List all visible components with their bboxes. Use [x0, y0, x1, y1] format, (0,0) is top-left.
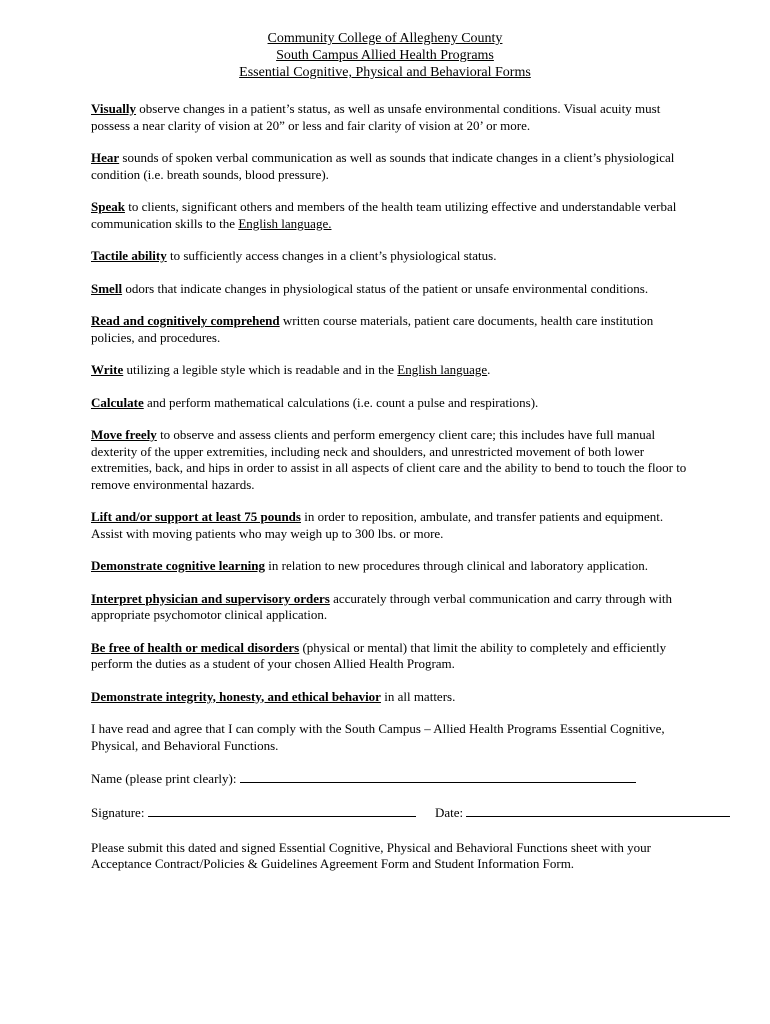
requirement-smell: Smell odors that indicate changes in physiological status of the patient or unsafe environmental conditions. [91, 280, 649, 296]
agreement-statement: I have read and agree that I can comply with the South Campus – Allied Health Programs Essential Cognitive, Physical, and Behavioral Functions. [91, 721, 665, 753]
document-body [91, 101, 691, 889]
requirement-write: Write utilizing a legible style which is readable and in the English language. [91, 362, 491, 377]
signature-row [91, 804, 691, 824]
date-field[interactable] [466, 804, 730, 817]
date-group [435, 804, 730, 822]
requirement-read: Read and cognitively comprehend written course materials, patient care documents, health care institution policies, and procedures. [91, 313, 654, 345]
signature-label: Signature: [91, 804, 148, 820]
requirement-hear: Hear sounds of spoken verbal communication as well as sounds that indicate changes in a client’s physiological condition (i.e. breath sounds, blood pressure). [91, 150, 675, 182]
requirement-cognitive-learning: Demonstrate cognitive learning in relation to new procedures through clinical and laboratory application. [91, 558, 649, 573]
header-institution: Community College of Allegheny County [267, 31, 503, 46]
name-label: Name (please print clearly): [91, 771, 240, 786]
requirement-speak: Speak to clients, significant others and members of the health team utilizing effective and understandable verbal communication skills to the English language. [91, 199, 677, 231]
header-form-title: Essential Cognitive, Physical and Behavioral Forms [239, 65, 531, 80]
date-label: Date: [435, 804, 467, 820]
name-row [91, 770, 691, 788]
requirement-interpret-orders: Interpret physician and supervisory orders accurately through verbal communication and carry through with appropriate psychomotor clinical application. [91, 590, 673, 622]
requirement-integrity: Demonstrate integrity, honesty, and ethical behavior in all matters. [91, 688, 456, 704]
name-field[interactable] [240, 770, 636, 783]
signature-field[interactable] [148, 804, 416, 817]
requirement-tactile: Tactile ability to sufficiently access changes in a client’s physiological status. [91, 248, 497, 263]
requirement-health: Be free of health or medical disorders (physical or mental) that limit the ability to completely and efficiently perform the duties as a student of your chosen Allied Health Program. [91, 639, 667, 671]
requirement-visually: Visually observe changes in a patient’s status, as well as unsafe environmental conditions. Visual acuity must possess a near clarity of vision at 20” or less and fair clarity of vision at 20’ or more. [91, 101, 661, 133]
requirement-move-freely: Move freely to observe and assess clients and perform emergency client care; this includes have full manual dexterity of the upper extremities, including neck and shoulders, and unrestricted movement of both lower extremities, back, and hips in order to assist in all aspects of client care and the ability to bend to touch the floor to remove environmental hazards. [91, 427, 687, 492]
requirement-calculate: Calculate and perform mathematical calculations (i.e. count a pulse and respirations). [91, 394, 539, 410]
document-header [0, 30, 770, 81]
submission-instructions: Please submit this dated and signed Essential Cognitive, Physical and Behavioral Functions sheet with your Acceptance Contract/Policies & Guidelines Agreement Form and Student Information Form. [91, 839, 652, 871]
header-campus: South Campus Allied Health Programs [276, 48, 494, 63]
requirement-lift: Lift and/or support at least 75 pounds in order to reposition, ambulate, and transfer patients and equipment. Assist with moving patients who may weigh up to 300 lbs. or more. [91, 509, 664, 541]
